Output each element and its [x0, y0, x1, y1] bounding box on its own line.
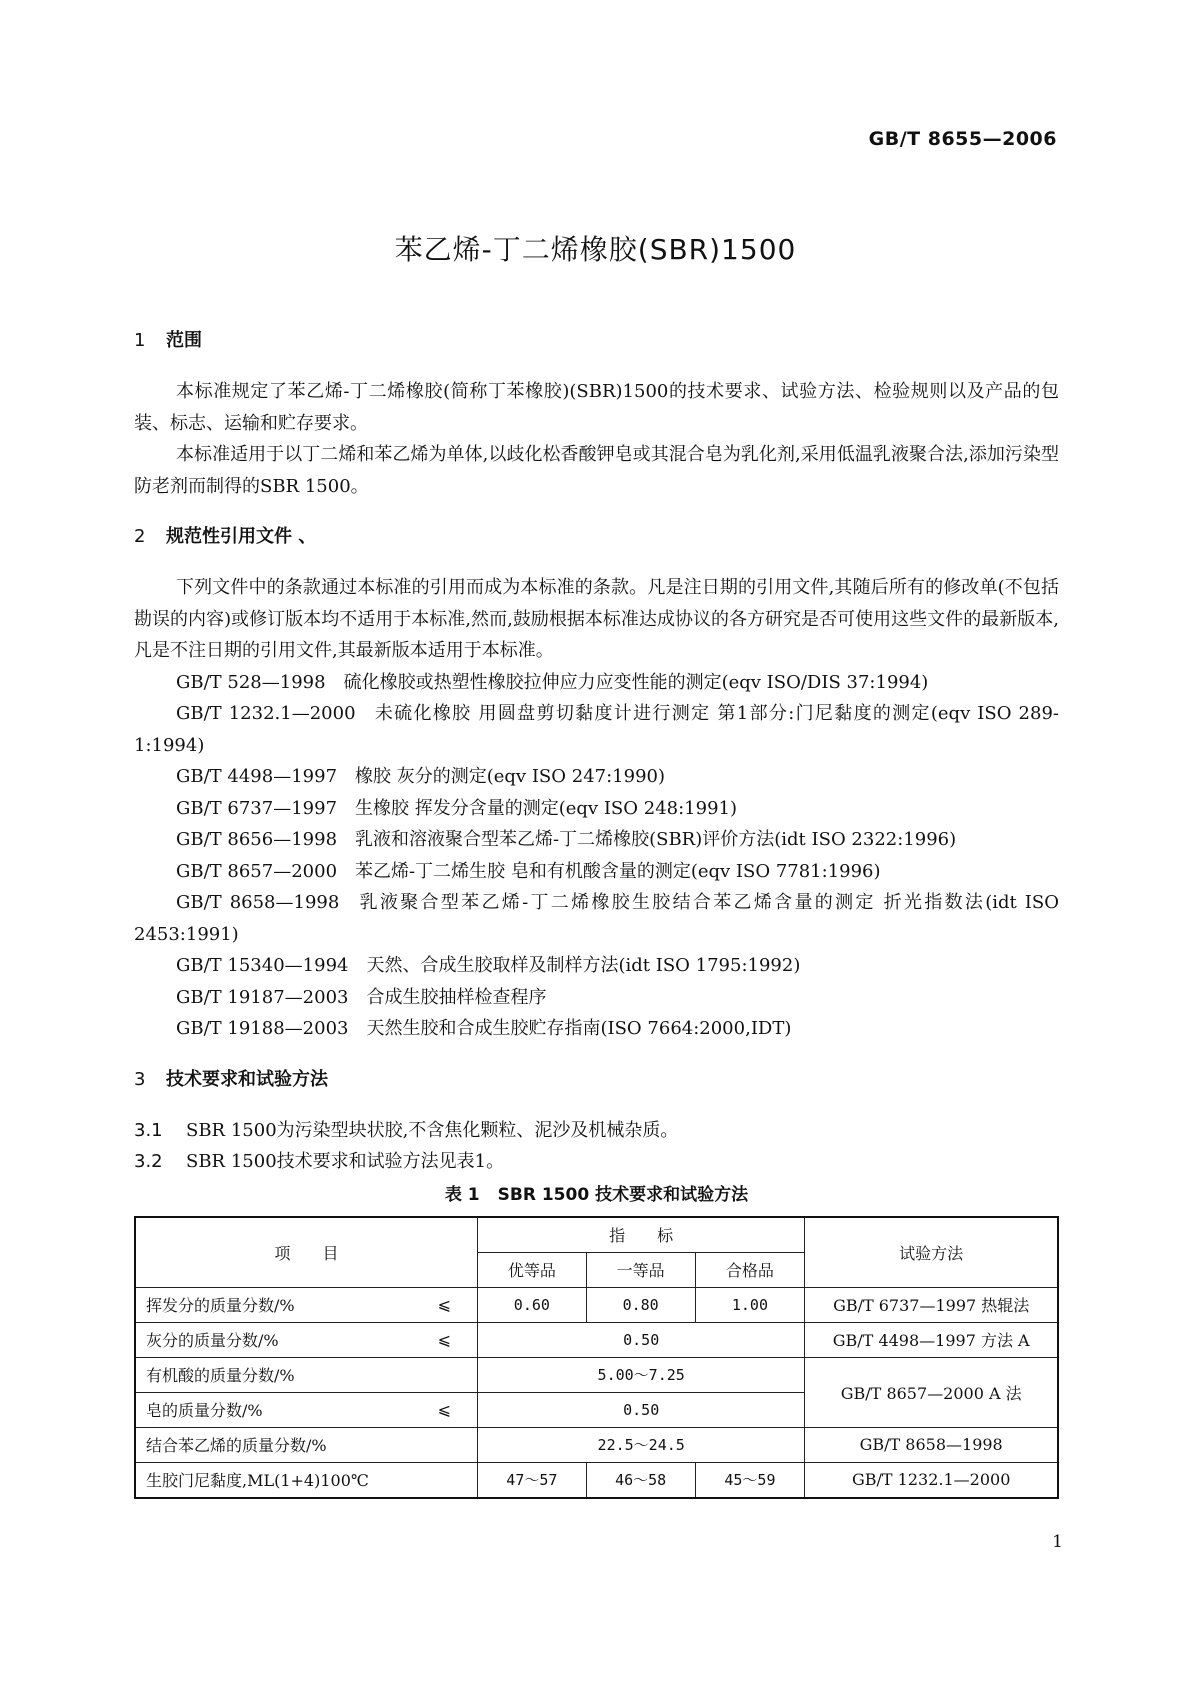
row-item [135, 1322, 477, 1357]
le-symbol: ⩽ [437, 1294, 451, 1314]
paragraph: 下列文件中的条款通过本标准的引用而成为本标准的条款。凡是注日期的引用文件,其随后所有的修改单(不包括勘误的内容)或修订版本均不适用于本标准,然而,鼓励根据本标准达成协议的各方研究是否可使用这些文件的最新版本,凡是不注日期的引用文件,其最新版本适用于本标准。 [134, 577, 1059, 661]
reference-item [134, 950, 1059, 982]
table-row [135, 1322, 1058, 1357]
reference-item [134, 761, 1059, 793]
reference-item [134, 698, 1059, 761]
table-cell: 5.00～7.25 [477, 1357, 804, 1392]
row-item [135, 1287, 477, 1322]
section-2-heading [134, 522, 1059, 552]
col-header-item: 项 目 [135, 1217, 477, 1288]
reference-title: 天然、合成生胶取样及制样方法(idt ISO 1795:1992) [366, 955, 801, 976]
row-item-label: 灰分的质量分数/% [146, 1331, 279, 1350]
reference-code: GB/T 528—1998 [176, 671, 326, 693]
row-item [135, 1462, 477, 1498]
reference-title: 乳液聚合型苯乙烯-丁二烯橡胶生胶结合苯乙烯含量的测定 折光指数法(idt ISO 2453:1991) [134, 892, 1059, 945]
reference-item [134, 982, 1059, 1014]
table-cell: 0.60 [477, 1287, 586, 1322]
table-row [135, 1357, 1058, 1392]
reference-code: GB/T 6737—1997 [176, 797, 338, 819]
reference-item [134, 793, 1059, 825]
table-label: 表 1 [444, 1184, 480, 1205]
reference-item [134, 824, 1059, 856]
table-cell: 1.00 [695, 1287, 805, 1322]
table-row [135, 1427, 1058, 1462]
reference-item [134, 667, 1059, 699]
reference-title: 橡胶 灰分的测定(eqv ISO 247:1990) [355, 766, 665, 787]
reference-code: GB/T 15340—1994 [176, 955, 349, 976]
section-title: 范围 [166, 330, 202, 351]
table-cell: 45～59 [695, 1462, 805, 1498]
table-cell-method: GB/T 8657—2000 A 法 [805, 1357, 1058, 1427]
table-cell-method: GB/T 4498—1997 方法 A [805, 1322, 1058, 1357]
table-header-row [135, 1217, 1058, 1253]
table-cell: 47～57 [477, 1462, 586, 1498]
col-header-method: 试验方法 [805, 1217, 1058, 1288]
reference-code: GB/T 4498—1997 [176, 766, 338, 787]
table-row [135, 1462, 1058, 1498]
le-symbol: ⩽ [437, 1399, 451, 1419]
table-cell-method: GB/T 8658—1998 [805, 1427, 1058, 1462]
clause-text: SBR 1500为污染型块状胶,不含焦化颗粒、泥沙及机械杂质。 [186, 1119, 679, 1141]
row-item-label: 有机酸的质量分数/% [146, 1366, 295, 1385]
table-cell: 0.80 [586, 1287, 695, 1322]
reference-title: 乳液和溶液聚合型苯乙烯-丁二烯橡胶(SBR)评价方法(idt ISO 2322:1996) [355, 829, 957, 850]
table-cell: 22.5～24.5 [477, 1427, 804, 1462]
section-title: 规范性引用文件 、 [166, 526, 317, 547]
reference-title: 生橡胶 挥发分含量的测定(eqv ISO 248:1991) [355, 797, 737, 819]
clause-text: SBR 1500技术要求和试验方法见表1。 [186, 1151, 505, 1172]
reference-title: 天然生胶和合成生胶贮存指南(ISO 7664:2000,IDT) [366, 1018, 792, 1039]
reference-item [134, 856, 1059, 888]
row-item-label: 生胶门尼黏度,ML(1+4)100℃ [146, 1471, 369, 1490]
page-number: 1 [1052, 1532, 1063, 1552]
section-title: 技术要求和试验方法 [166, 1068, 328, 1090]
document-title: 苯乙烯-丁二烯橡胶(SBR)1500 [394, 233, 797, 266]
reference-code: GB/T 19187—2003 [176, 986, 349, 1008]
col-header-grade: 合格品 [695, 1252, 805, 1287]
section-3-heading [134, 1065, 1059, 1095]
paragraph: 本标准适用于以丁二烯和苯乙烯为单体,以歧化松香酸钾皂或其混合皂为乳化剂,采用低温乳液聚合法,添加污染型防老剂而制得的SBR 1500。 [134, 444, 1059, 497]
clause-number: 3.1 [134, 1119, 163, 1141]
paragraph: 本标准规定了苯乙烯-丁二烯橡胶(简称丁苯橡胶)(SBR)1500的技术要求、试验方法、检验规则以及产品的包装、标志、运输和贮存要求。 [134, 381, 1059, 434]
section-1-heading [134, 326, 1059, 356]
document-body [134, 326, 1059, 1499]
reference-title: 合成生胶抽样检查程序 [366, 986, 547, 1008]
col-header-grade: 一等品 [586, 1252, 695, 1287]
reference-item [134, 887, 1059, 950]
reference-code: GB/T 8657—2000 [176, 860, 338, 882]
section-number: 2 [134, 526, 146, 547]
clause-item [134, 1115, 1059, 1147]
standard-code: GB/T 8655—2006 [868, 128, 1057, 150]
reference-title: 苯乙烯-丁二烯生胶 皂和有机酸含量的测定(eqv ISO 7781:1996) [355, 860, 881, 882]
table-caption [134, 1180, 1059, 1210]
col-header-grade: 优等品 [477, 1252, 586, 1287]
reference-code: GB/T 8656—1998 [176, 829, 338, 850]
table-cell-method: GB/T 1232.1—2000 [805, 1462, 1058, 1498]
table-title: SBR 1500 技术要求和试验方法 [497, 1184, 749, 1205]
clause-item [134, 1146, 1059, 1178]
table-cell: 46～58 [586, 1462, 695, 1498]
clause-number: 3.2 [134, 1151, 163, 1172]
reference-item [134, 1013, 1059, 1045]
reference-code: GB/T 19188—2003 [176, 1018, 349, 1039]
col-header-indicator: 指 标 [477, 1217, 804, 1253]
row-item-label: 结合苯乙烯的质量分数/% [146, 1436, 327, 1455]
table-cell: 0.50 [477, 1322, 804, 1357]
row-item-label: 皂的质量分数/% [146, 1401, 263, 1420]
row-item [135, 1427, 477, 1462]
row-item [135, 1392, 477, 1427]
reference-title: 未硫化橡胶 用圆盘剪切黏度计进行测定 第1部分:门尼黏度的测定(eqv ISO 289-1:1994) [134, 703, 1059, 756]
reference-code: GB/T 1232.1—2000 [176, 703, 356, 724]
reference-title: 硫化橡胶或热塑性橡胶拉伸应力应变性能的测定(eqv ISO/DIS 37:1994) [343, 671, 929, 693]
spec-table [134, 1216, 1059, 1499]
table-cell: 0.50 [477, 1392, 804, 1427]
section-number: 1 [134, 330, 146, 351]
le-symbol: ⩽ [437, 1329, 451, 1349]
table-row [135, 1287, 1058, 1322]
section-number: 3 [134, 1068, 146, 1090]
reference-code: GB/T 8658—1998 [176, 892, 340, 913]
row-item [135, 1357, 477, 1392]
row-item-label: 挥发分的质量分数/% [146, 1296, 295, 1315]
table-cell-method: GB/T 6737—1997 热辊法 [805, 1287, 1058, 1322]
